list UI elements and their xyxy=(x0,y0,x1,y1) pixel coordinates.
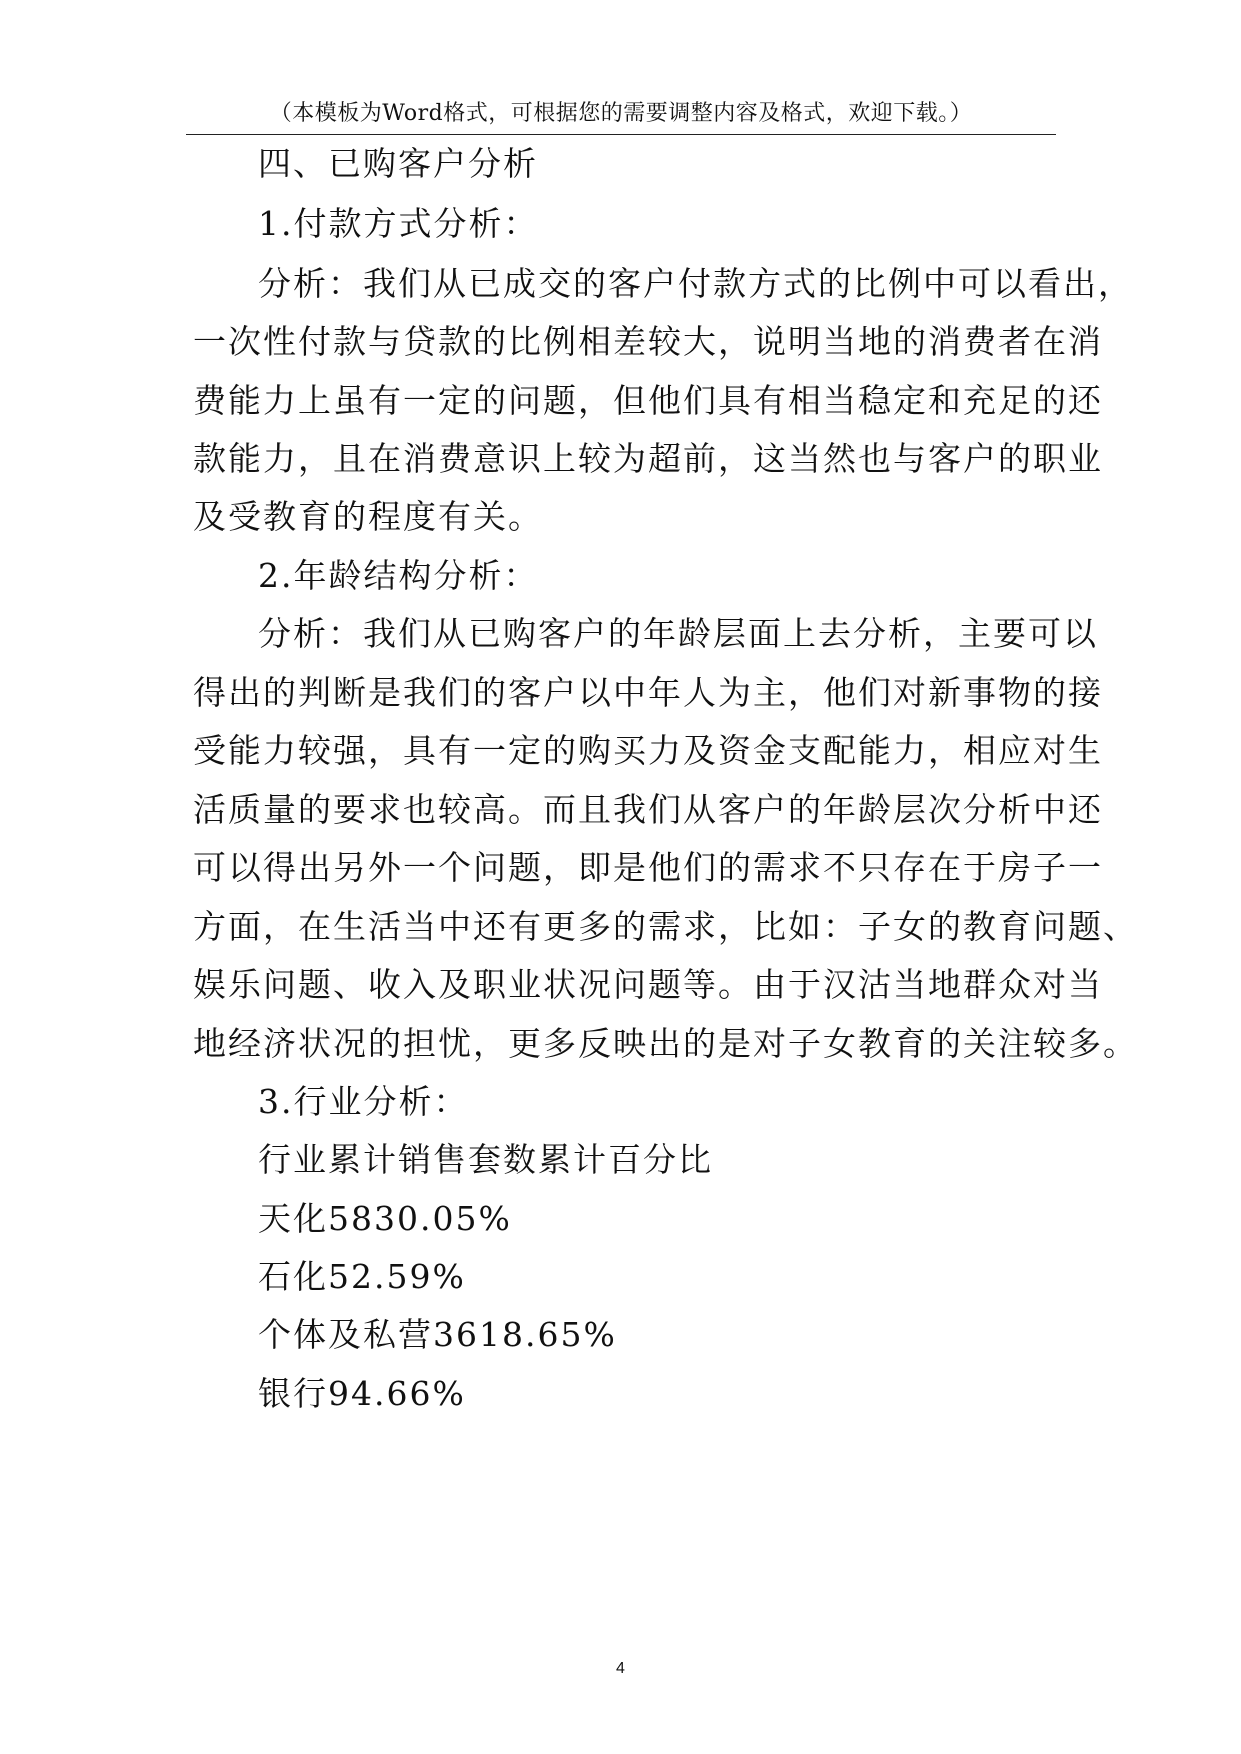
paragraph-line: 得出的判断是我们的客户以中年人为主，他们对新事物的接 xyxy=(193,673,1103,712)
industry-row: 石化52.59% xyxy=(258,1257,466,1296)
paragraph-line: 费能力上虽有一定的问题，但他们具有相当稳定和充足的还 xyxy=(193,381,1103,420)
paragraph-line: 一次性付款与贷款的比例相差较大，说明当地的消费者在消 xyxy=(193,322,1103,361)
page-number: 4 xyxy=(616,1660,625,1677)
section-heading: 四、已购客户分析 xyxy=(258,144,538,183)
paragraph-line: 及受教育的程度有关。 xyxy=(193,497,543,536)
paragraph-line: 娱乐问题、收入及职业状况问题等。由于汉沽当地群众对当 xyxy=(193,965,1103,1004)
paragraph-line: 分析：我们从已购客户的年龄层面上去分析，主要可以 xyxy=(258,614,1098,653)
paragraph-line: 可以得出另外一个问题，即是他们的需求不只存在于房子一 xyxy=(193,848,1103,887)
template-note: （本模板为Word格式，可根据您的需要调整内容及格式，欢迎下载。） xyxy=(269,101,973,126)
paragraph-line: 方面，在生活当中还有更多的需求，比如：子女的教育问题、 xyxy=(193,907,1138,946)
paragraph-line: 地经济状况的担忧，更多反映出的是对子女教育的关注较多。 xyxy=(193,1024,1138,1063)
subsection-heading-industry: 3.行业分析： xyxy=(258,1082,469,1121)
paragraph-line: 款能力，且在消费意识上较为超前，这当然也与客户的职业 xyxy=(193,439,1103,478)
header-divider xyxy=(186,134,1056,135)
industry-row: 银行94.66% xyxy=(258,1374,466,1413)
paragraph-line: 活质量的要求也较高。而且我们从客户的年龄层次分析中还 xyxy=(193,790,1103,829)
subsection-heading-age: 2.年龄结构分析： xyxy=(258,556,539,595)
subsection-heading-payment: 1.付款方式分析： xyxy=(258,204,539,243)
industry-table-header: 行业累计销售套数累计百分比 xyxy=(258,1140,713,1179)
paragraph-line: 分析：我们从已成交的客户付款方式的比例中可以看出， xyxy=(258,264,1133,303)
industry-row: 个体及私营3618.65% xyxy=(258,1315,617,1354)
industry-row: 天化5830.05% xyxy=(258,1199,512,1238)
paragraph-line: 受能力较强，具有一定的购买力及资金支配能力，相应对生 xyxy=(193,731,1103,770)
